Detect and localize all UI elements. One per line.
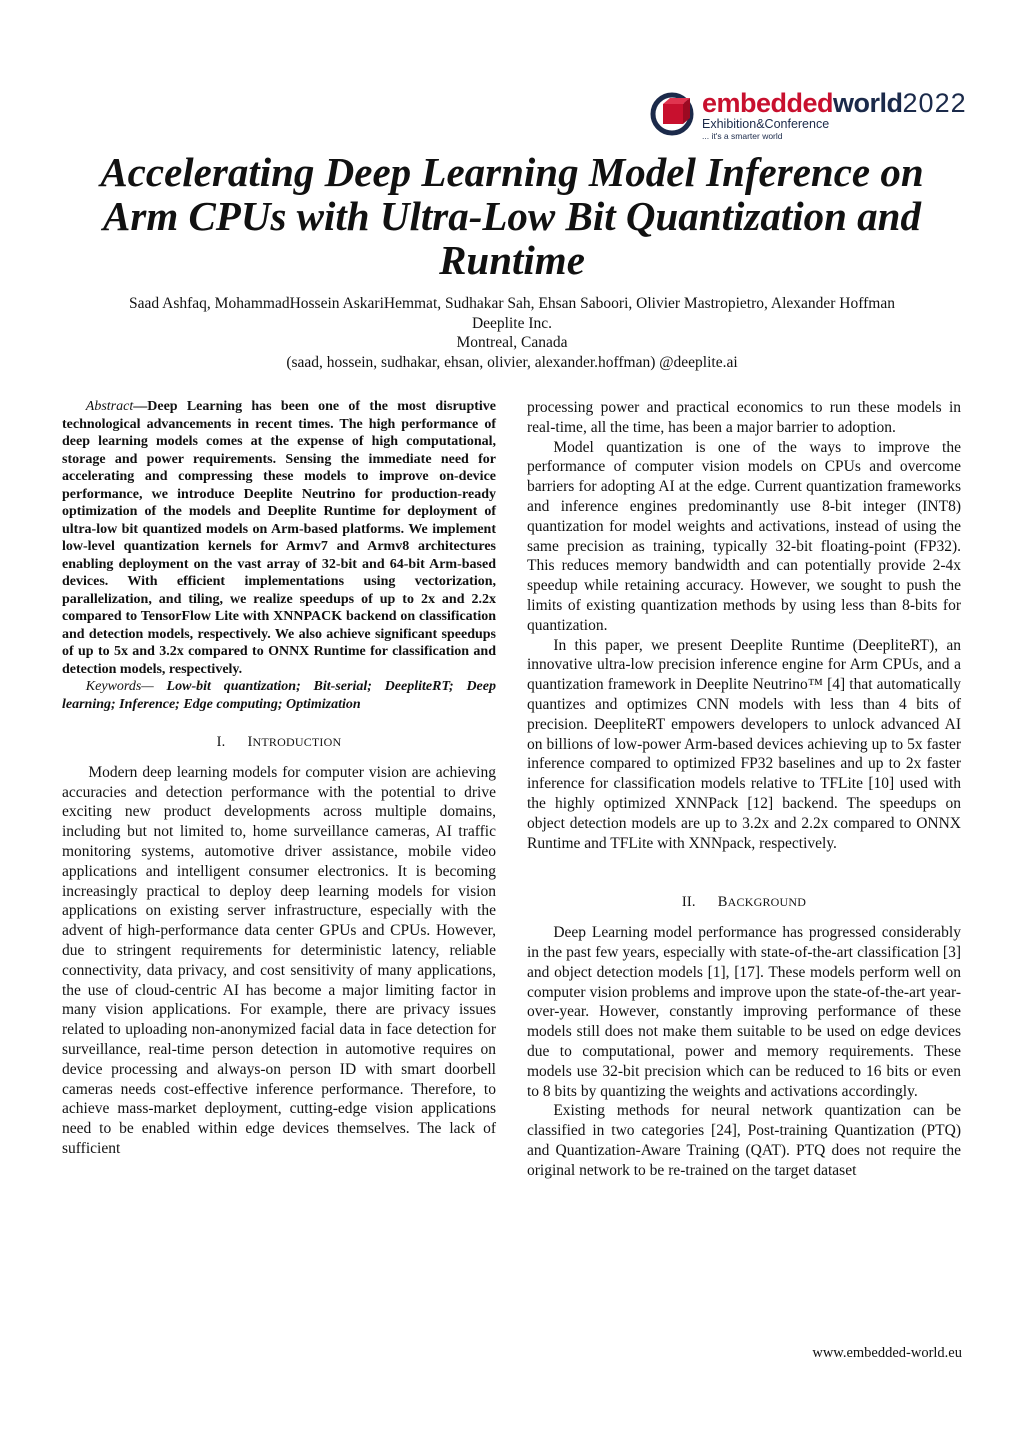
intro-paragraph: Model quantization is one of the ways to improve the performance of computer vision models on CPUs and overcome barriers for adopting AI at the edge. Current quantization frameworks and inference engines predominantly use 8-bit integer (INT8) quantization for model weights and activations, instead of using the same precision as training, typically 32-bit floating-point (FP32). This reduces memory bandwidth and can potentially provide 2-4x speedup while retaining accuracy. However, we sought to push the limits of existing quantization methods by using less than 8-bits for quantization. xyxy=(527,438,961,634)
logo-word-world: world xyxy=(833,88,903,118)
section-title-rest: ACKGROUND xyxy=(727,895,807,910)
author-location: Montreal, Canada xyxy=(456,334,568,351)
intro-paragraph: In this paper, we present Deeplite Runtime (DeepliteRT), an innovative ultra-low precision inference engine for Arm CPUs, and a quantization framework in Deeplite Neutrino™ [4] that automatically quantizes and optimizes CNN models with less than 4 bits of precision. DeepliteRT empowers developers to unlock advanced AI on billions of low-power Arm-based devices achieving up to 5x faster inference compared to optimized FP32 baselines and up to 2x faster inference for classification models relative to TFLite [10] used with the highly optimized XNNPack [12] backend. The speedups on object detection models are up to 3.2x and 2.2x compared to ONNX Runtime and TFLite with XNNpack, respectively. xyxy=(527,636,961,852)
section-number: II. xyxy=(681,894,696,911)
background-paragraph: Deep Learning model performance has progressed considerably in the past few years, especially with state-of-the-art classification [3] and object detection models [1], [17]. These models perform well on computer vision problems and improve upon the state-of-the-art year-over-year. However, constantly improving performance of these models still does not make them suitable to be used on edge devices due to computational, power and memory requirements. These models use 32-bit precision which can be reduced to 16 bits or even to 8 bits by quantizing the weights and activations accordingly. xyxy=(527,924,961,1100)
author-names: Saad Ashfaq, MohammadHossein AskariHemmat, Sudhakar Sah, Ehsan Saboori, Olivier Mastropietro, Alexander Hoffman xyxy=(129,295,895,312)
paper-title: Accelerating Deep Learning Model Inference on Arm CPUs with Ultra-Low Bit Quantization and Runtime xyxy=(100,149,924,283)
author-emails: (saad, hossein, sudhakar, ehsan, olivier, alexander.hoffman) @deeplite.ai xyxy=(286,353,738,371)
logo-subtitle: Exhibition&Conference xyxy=(702,117,830,131)
section-initial: B xyxy=(717,894,728,911)
abstract-text: —Deep Learning has been one of the most disruptive technological advancements in recent times. The high performance of deep learning models comes at the expense of high computational, storage and power requirements. Sensing the immediate need for accelerating and compressing these models to improve on-device performance, we introduce Deeplite Neutrino for production-ready optimization of the models and Deeplite Runtime for deployment of ultra-low bit quantized models on Arm-based platforms. We implement low-level quantization kernels for Armv7 and Armv8 architectures enabling deployment on the vast array of 32-bit and 64-bit Arm-based devices. With efficient implementations using vectorization, parallelization, and tiling, we realize speedups of up to 2x and 2.2x compared to TensorFlow Lite with XNNPACK backend on classification and detection models, respectively. We also achieve significant speedups of up to 5x and 3.2x compared to ONNX Runtime for classification and detection models, respectively. xyxy=(62,399,496,677)
left-column xyxy=(62,398,496,1159)
section-title-rest: NTRODUCTION xyxy=(252,735,342,749)
section-initial: I xyxy=(247,734,253,750)
abstract xyxy=(62,398,496,678)
background-paragraph: Existing methods for neural network quantization can be classified in two categories [24], Post-training Quantization (PTQ) and Quantization-Aware Training (QAT). PTQ does not require the original network to be re-trained on the target dataset xyxy=(527,1102,961,1179)
intro-paragraph: Modern deep learning models for computer vision are achieving accuracies and detection performance with the potential to drive exciting new product developments across multiple domains, including but not limited to, home surveillance cameras, AI traffic monitoring systems, automotive driver assistance, mobile video applications and intelligent consumer electronics. It is becoming increasingly practical to deploy deep learning models for vision applications on existing server infrastructure, especially with the advent of high-performance data center GPUs and CPUs. However, due to stringent requirements for deterministic latency, reliable connectivity, data privacy, and cost sensitivity of many applications, the use of cloud-centric AI has become a major limiting factor in many vision applications. For example, there are privacy issues related to uploading non-anonymized facial data in face detection for surveillance, real-time person detection in automotive requires on device processing and always-on person ID with smart doorbell cameras needs cost-effective inference performance. Therefore, to achieve mass-market deployment, cutting-edge vision applications need to be enabled within edge devices themselves. The lack of sufficient xyxy=(62,763,496,1157)
logo-year: 2022 xyxy=(902,88,967,118)
keywords xyxy=(62,678,496,713)
logo-word-embedded: embedded xyxy=(702,88,834,118)
keywords-label: Keywords— xyxy=(85,679,154,694)
keywords-text: Low-bit quantization; Bit-serial; DeepliteRT; Deep learning; Inference; Edge computing; Optimization xyxy=(62,679,496,712)
footer-url[interactable]: www.embedded-world.eu xyxy=(812,1345,962,1361)
author-block xyxy=(40,294,984,372)
logo-wordmark xyxy=(702,88,967,118)
section-heading-introduction xyxy=(62,733,496,753)
right-column xyxy=(527,398,961,1180)
author-affiliation: Deeplite Inc. xyxy=(471,314,553,332)
abstract-label: Abstract xyxy=(85,399,134,414)
section-heading-background xyxy=(527,893,961,913)
conference-logo xyxy=(650,88,970,144)
intro-continuation: processing power and practical economics to run these models in real-time, all the time, has been a major barrier to adoption. xyxy=(527,399,961,436)
section-number: I. xyxy=(216,734,226,750)
logo-tagline: ... it's a smarter world xyxy=(702,131,783,141)
embedded-world-cube-icon xyxy=(650,92,694,136)
